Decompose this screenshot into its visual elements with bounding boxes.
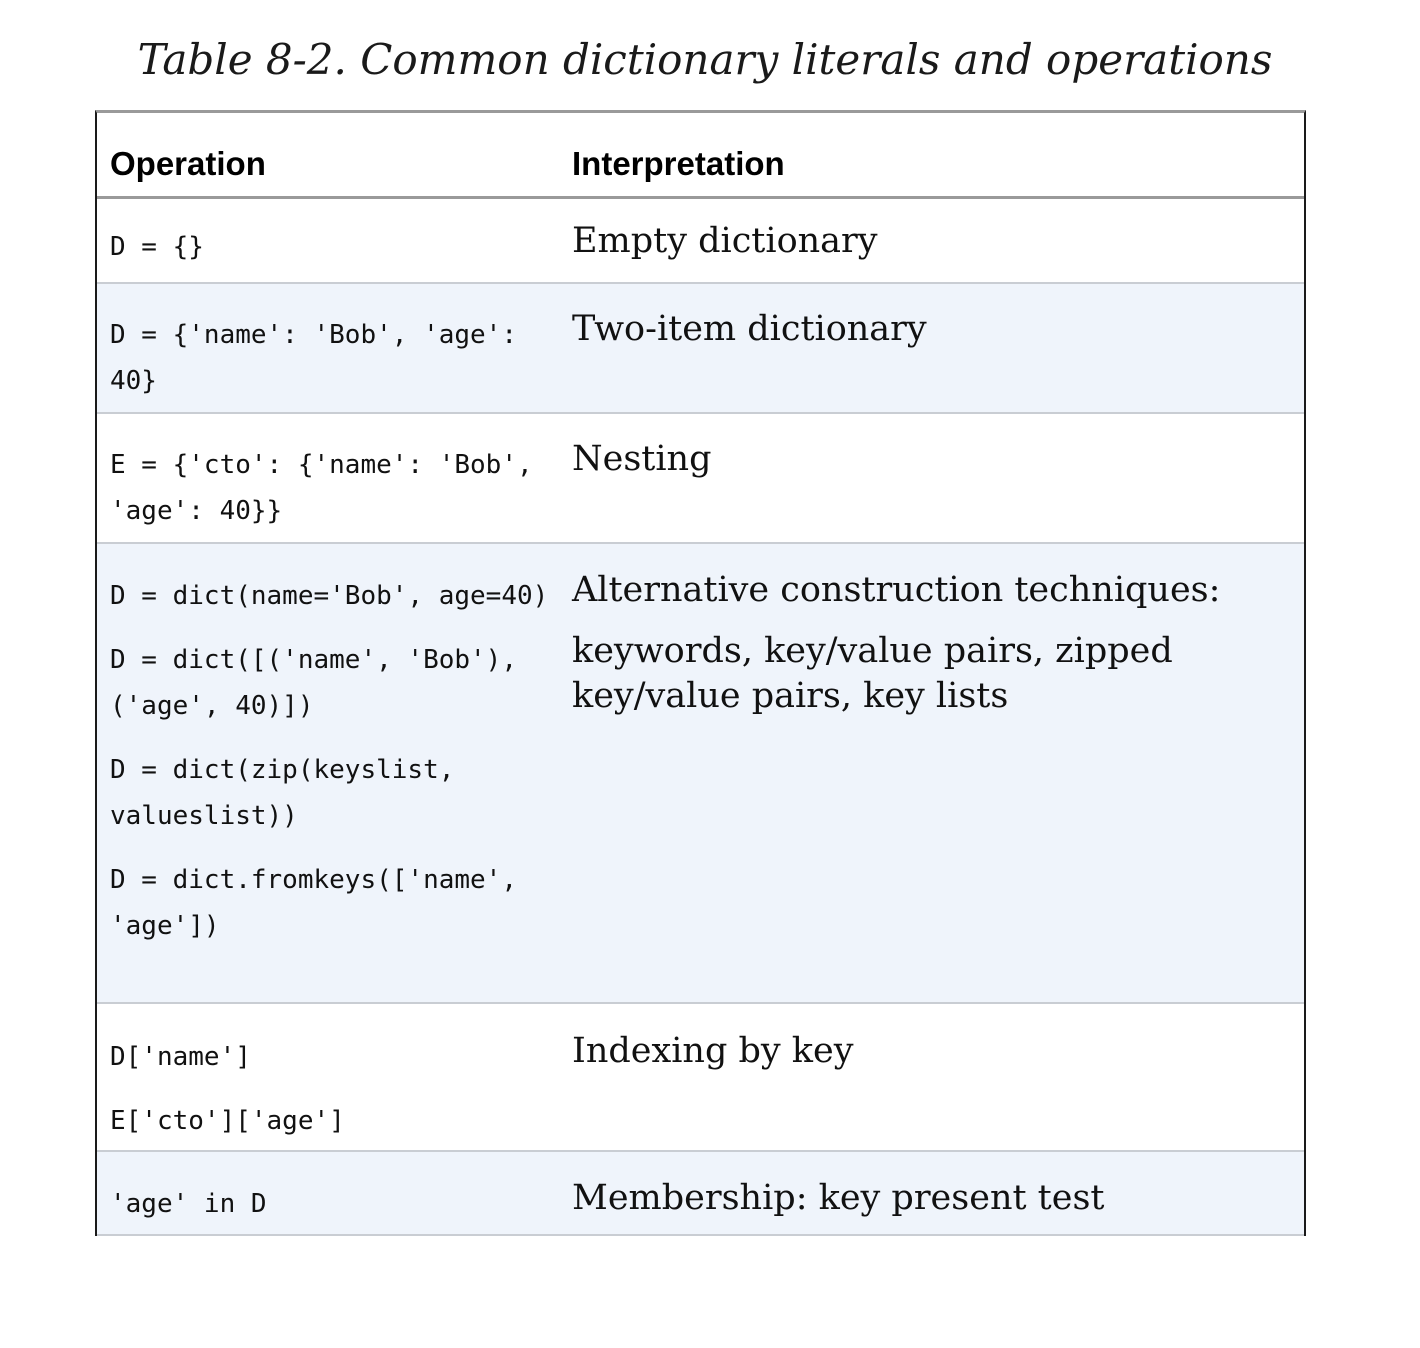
- interpretation-text: keywords, key/value pairs, zipped key/value pairs, key lists: [572, 631, 1173, 716]
- header-cell-operation: [97, 113, 558, 196]
- operation-cell: [97, 544, 558, 1002]
- interpretation-text: Membership: key present test: [572, 1178, 1105, 1218]
- operation-cell: [97, 1004, 558, 1150]
- interpretation-cell: [558, 544, 1304, 1002]
- table-row: [97, 544, 1304, 1004]
- operation-cell: [97, 414, 558, 542]
- interpretation-cell: [558, 1152, 1304, 1234]
- table-row: [97, 199, 1304, 284]
- operation-cell: [97, 284, 558, 412]
- interpretation-text: Alternative construction techniques:: [572, 570, 1221, 610]
- interpretation-cell: [558, 199, 1304, 282]
- column-header-interpretation: Interpretation: [572, 145, 785, 182]
- operation-code: 'age' in D: [110, 1189, 267, 1219]
- operation-cell: [97, 1152, 558, 1234]
- interpretation-text: Two-item dictionary: [572, 309, 927, 349]
- table-header-row: [97, 113, 1304, 199]
- interpretation-cell: [558, 284, 1304, 412]
- operation-code: D = dict(zip(keyslist, valueslist)): [110, 755, 471, 831]
- column-header-operation: Operation: [110, 145, 266, 182]
- operation-code: E['cto']['age']: [110, 1106, 345, 1136]
- interpretation-text: Empty dictionary: [572, 221, 878, 261]
- header-cell-interpretation: [558, 113, 1304, 196]
- operation-code: D = dict([('name', 'Bob'), ('age', 40)]): [110, 645, 533, 721]
- operation-code: D = dict.fromkeys(['name', 'age']): [110, 865, 533, 941]
- interpretation-cell: [558, 1004, 1304, 1150]
- operation-code: D['name']: [110, 1042, 251, 1072]
- table-row: [97, 284, 1304, 414]
- interpretation-text: Nesting: [572, 439, 712, 479]
- dictionary-operations-table: [95, 110, 1306, 1236]
- operation-code: D = {}: [110, 232, 204, 262]
- operation-code: E = {'cto': {'name': 'Bob', 'age': 40}}: [110, 450, 549, 526]
- table-row: [97, 414, 1304, 544]
- interpretation-text: Indexing by key: [572, 1031, 854, 1071]
- table-row: [97, 1004, 1304, 1152]
- operation-code: D = dict(name='Bob', age=40): [110, 581, 549, 611]
- table-row: [97, 1152, 1304, 1236]
- operation-code: D = {'name': 'Bob', 'age': 40}: [110, 320, 533, 396]
- operation-cell: [97, 199, 558, 282]
- interpretation-cell: [558, 414, 1304, 542]
- table-caption: Table 8-2. Common dictionary literals and operations: [137, 35, 1273, 84]
